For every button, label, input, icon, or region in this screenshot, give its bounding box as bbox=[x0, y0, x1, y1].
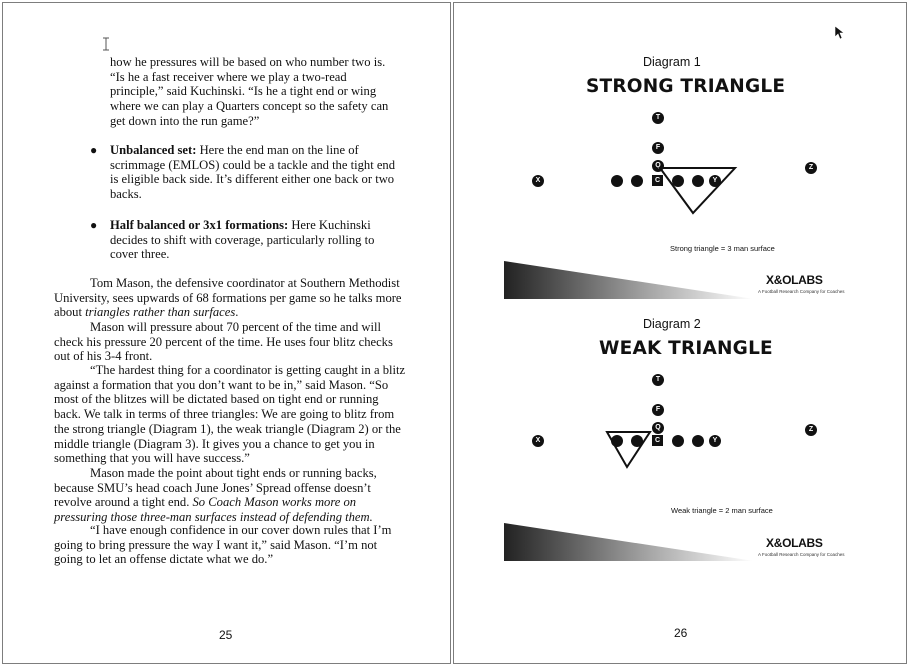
diagram-heading: STRONG TRIANGLE bbox=[586, 76, 786, 97]
bullet-dot-icon: ● bbox=[90, 143, 98, 157]
logo-tagline: A Football Research Company for Coaches bbox=[758, 552, 845, 557]
diagram-heading: WEAK TRIANGLE bbox=[599, 338, 773, 359]
bullet-label: Unbalanced set: bbox=[110, 143, 197, 157]
diagram-label: Diagram 1 bbox=[643, 55, 701, 69]
italic-run: So Coach Mason works more on pressuring those three-man surfaces instead of defending them. bbox=[54, 495, 373, 525]
paragraph-tight-ends bbox=[54, 466, 407, 525]
bullet-dot-icon: ● bbox=[90, 218, 98, 232]
bullet-text: Here Kuchinski decides to shift with coverage, particularly rolling to cover three. bbox=[110, 218, 375, 262]
player-x: X bbox=[532, 175, 544, 187]
xo-labs-logo: X&OLABS bbox=[766, 536, 823, 550]
page-25 bbox=[2, 2, 451, 664]
xo-labs-logo: X&OLABS bbox=[766, 273, 823, 287]
italic-run: triangles rather than surfaces bbox=[85, 305, 236, 320]
player-q: Q bbox=[652, 160, 664, 172]
text-cursor-icon bbox=[102, 37, 110, 51]
player-y: Y bbox=[709, 435, 721, 447]
bullet-label: Half balanced or 3x1 formations: bbox=[110, 218, 289, 232]
player-t: T bbox=[652, 112, 664, 124]
player-f: F bbox=[652, 404, 664, 416]
player-t: T bbox=[652, 374, 664, 386]
player-y: Y bbox=[709, 175, 721, 187]
page-number: 25 bbox=[219, 628, 233, 642]
page-number: 26 bbox=[674, 626, 688, 640]
player-c: C bbox=[652, 175, 663, 186]
text-run: Mason made the point about tight ends or running backs, because SMU’s head coach June Jones’ Spread offense doesn’t revolve around a tight end. bbox=[54, 466, 377, 510]
bullet-text: Here the end man on the line of scrimmage (EMLOS) could be a tackle and the tight end is eligible back side. It’s different either one back or two backs. bbox=[110, 143, 396, 202]
paragraph-intro: how he pressures will be based on who number two is. “Is he a fast receiver where we play a two-read principle,” said Kuchinski. “Is he a tight end or wing where we can play a Quarters concept so the safety can get down into the run game?” bbox=[110, 55, 389, 128]
player-c: C bbox=[652, 435, 663, 446]
bullet-half-balanced bbox=[90, 218, 400, 262]
player-q: Q bbox=[652, 422, 664, 434]
weak-triangle-shape bbox=[454, 3, 908, 483]
text-run: . bbox=[235, 305, 239, 320]
page-26 bbox=[453, 2, 907, 664]
player-f: F bbox=[652, 142, 664, 154]
paragraph-tom-mason bbox=[54, 276, 407, 320]
diagram-caption: Strong triangle = 3 man surface bbox=[670, 244, 775, 253]
logo-tagline: A Football Research Company for Coaches bbox=[758, 289, 845, 294]
diagram-label: Diagram 2 bbox=[643, 317, 701, 331]
player-z: Z bbox=[805, 424, 817, 436]
diagram-caption: Weak triangle = 2 man surface bbox=[671, 506, 773, 515]
bullet-unbalanced-set bbox=[90, 143, 400, 202]
paragraph-pressure: Mason will pressure about 70 percent of the time and will check his pressure 20 percent of the time. He uses four blitz checks out of his 3-4 front. bbox=[54, 320, 393, 364]
paragraph-quote-triangles: “The hardest thing for a coordinator is getting caught in a blitz against a formation that you don’t want to be in,” said Mason. “So most of the blitzes will be dictated based on tight end or running back. We talk in terms of three triangles: We are going to blitz from the strong triangle (Diagram 1), the weak triangle (Diagram 2) or the middle triangle (Diagram 3). It gives you a chance to get you in something that you will have success.” bbox=[54, 363, 406, 466]
player-z: Z bbox=[805, 162, 817, 174]
player-x: X bbox=[532, 435, 544, 447]
banner-swoosh bbox=[504, 521, 754, 561]
paragraph-confidence: “I have enough confidence in our cover down rules that I’m going to bring pressure the way I want it,” said Mason. “I’m not going to let an offense dictate what we do.” bbox=[54, 523, 392, 567]
text-run: Tom Mason, the defensive coordinator at Southern Methodist University, sees upwards of 68 formations per game so he talks more about bbox=[54, 276, 402, 320]
